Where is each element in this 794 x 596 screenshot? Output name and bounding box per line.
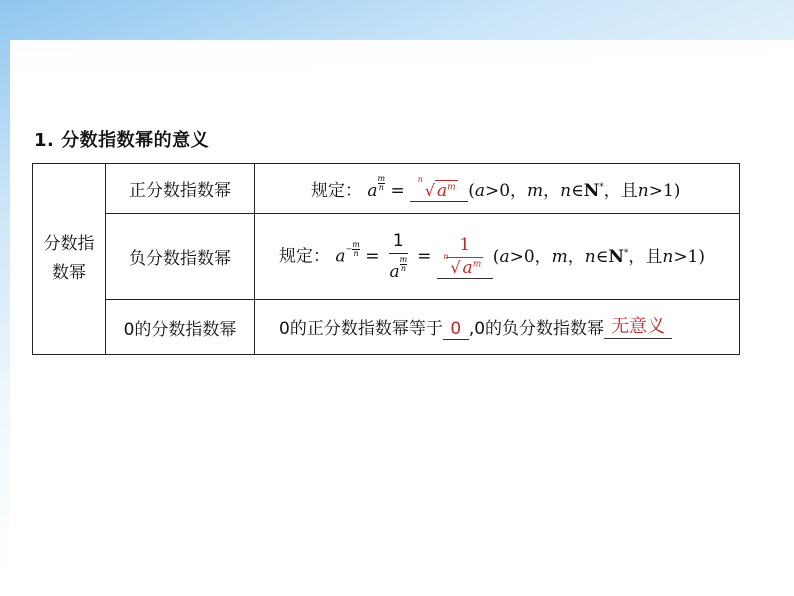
zero-rule-text: ,0的负分数指数幂 (468, 318, 605, 339)
answer-numerator: 1 (446, 235, 483, 258)
equals-sign: = (390, 181, 405, 201)
cond-N: N (583, 181, 600, 201)
cond-a: a (474, 181, 485, 201)
radical-icon: √ (450, 258, 461, 277)
rule-prefix: 规定： (279, 246, 330, 267)
condition: (a>0，m，n∈N*，且n>1) (492, 246, 706, 267)
cond-gt: >1) (648, 181, 681, 201)
row-header-line: 分数指 (43, 234, 95, 255)
nth-root-answer (443, 252, 483, 278)
radical-icon: √ (424, 181, 435, 200)
denominator-exp-den: n (400, 264, 406, 273)
exponent-numerator: m (352, 239, 360, 249)
cond-n: n (560, 181, 572, 201)
cond-n2: n (662, 246, 674, 267)
cond-comma: ， (567, 246, 585, 267)
radicand-base: a (462, 258, 473, 278)
positive-exponent-rule (255, 164, 740, 214)
zero-rule-text: 0的正分数指数幂等于 (279, 318, 443, 339)
negative-exponent-rule (255, 214, 740, 300)
cond-star: * (599, 182, 604, 193)
cond-in: ∈ (595, 246, 609, 267)
table-row (33, 214, 740, 300)
base: a (335, 246, 346, 267)
equals-sign: = (365, 246, 380, 267)
cond-in: ∈ (571, 181, 584, 201)
cond-a: a (499, 246, 510, 267)
row-header (33, 164, 106, 355)
cond-and: ，且 (628, 246, 663, 267)
positive-exponent-label: 正分数指数幂 (106, 164, 255, 214)
denominator-base: a (389, 262, 400, 282)
radicand-exponent: m (447, 182, 456, 193)
cond-rest: >0， (509, 246, 552, 267)
answer-blank: 0 (443, 319, 469, 340)
fractional-exponent-table (32, 163, 740, 355)
cond-n2: n (637, 181, 649, 201)
radicand-exponent: m (472, 259, 482, 270)
answer-blank: 无意义 (604, 312, 672, 339)
answer-blank (410, 175, 468, 202)
section-title: 1. 分数指数幂的意义 (34, 130, 210, 151)
reciprocal-root-answer (443, 235, 483, 278)
zero-exponent-rule (255, 300, 740, 355)
cond-m: m (527, 181, 544, 201)
rule-prefix: 规定： (311, 181, 362, 201)
fraction-denominator (389, 254, 408, 282)
radicand-base: a (436, 181, 448, 201)
cond-n: n (584, 246, 596, 267)
exponent-denominator: n (353, 248, 359, 258)
denominator-exp-num: m (399, 255, 408, 264)
cond-rest: >0， (484, 181, 528, 201)
root-index: n (417, 175, 423, 184)
answer-blank (437, 235, 493, 279)
table-row (33, 164, 740, 214)
row-header-line: 数幂 (52, 263, 86, 283)
base: a (367, 181, 378, 201)
negative-exponent-label: 负分数指数幂 (106, 214, 255, 300)
exponent-fraction (352, 241, 360, 258)
reciprocal-fraction (389, 231, 408, 282)
exponent-minus: − (345, 244, 353, 254)
cond-star: * (623, 247, 629, 258)
nth-root-answer (417, 175, 458, 201)
cond-gt: >1) (673, 246, 706, 267)
exponent-fraction (378, 175, 386, 192)
cond-comma: ， (543, 181, 561, 201)
table-row (33, 300, 740, 355)
cond-and: ，且 (603, 181, 638, 201)
exponent-denominator: n (378, 183, 384, 192)
fraction-numerator: 1 (389, 231, 408, 254)
exponent-numerator: m (377, 174, 386, 183)
cond-N: N (608, 246, 624, 267)
root-index: n (443, 252, 449, 261)
equals-sign: = (417, 246, 432, 267)
cond-m: m (551, 246, 568, 267)
condition: (a>0，m，n∈N*，且n>1) (468, 181, 681, 201)
zero-exponent-label: 0的分数指数幂 (106, 300, 255, 355)
